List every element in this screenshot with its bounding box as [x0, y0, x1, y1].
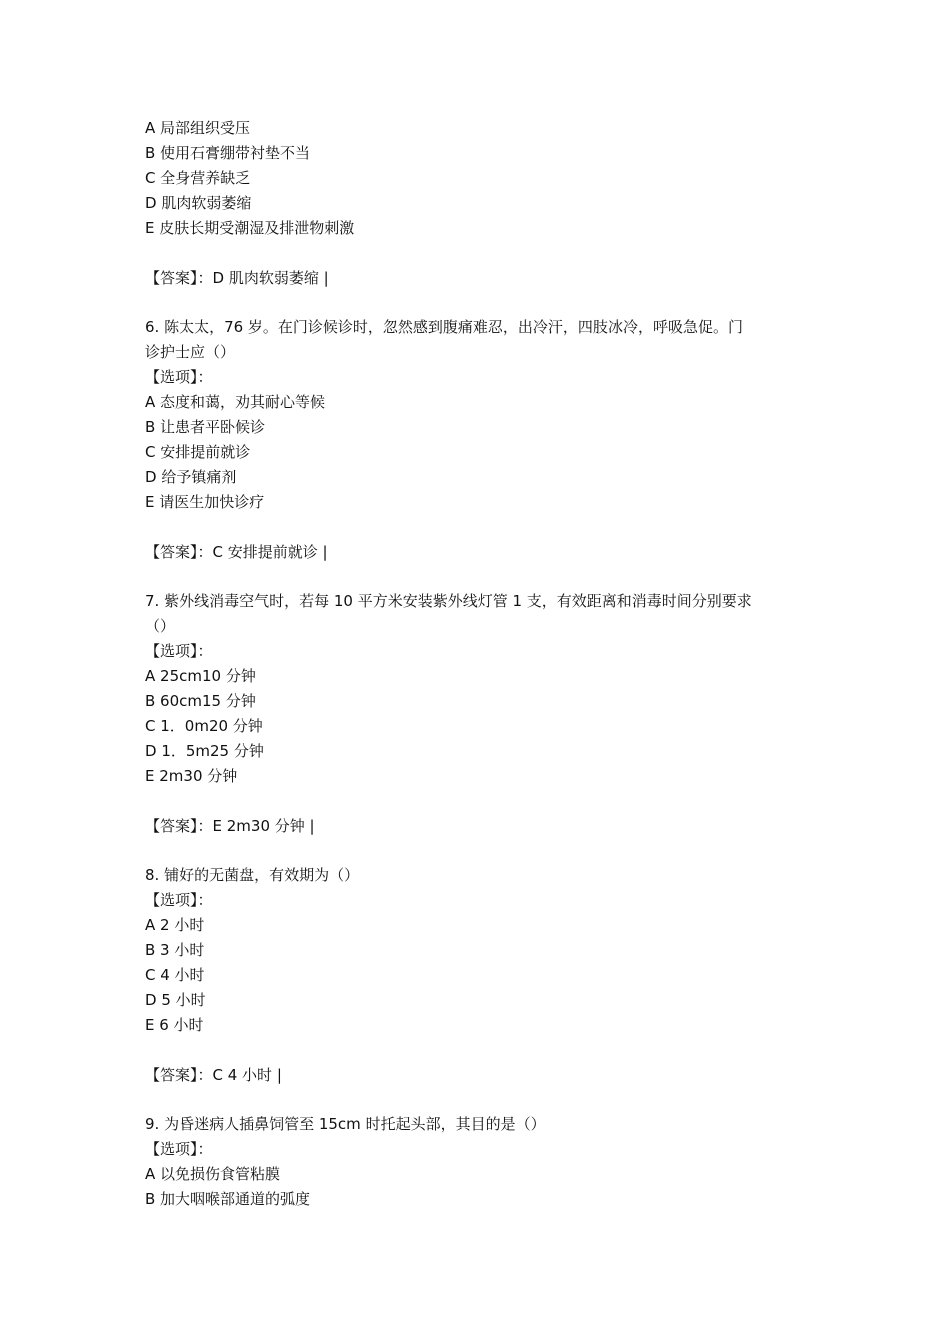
option-line: A 2 小时	[145, 916, 205, 934]
option-line: E 皮肤长期受潮湿及排泄物刺激	[145, 219, 355, 237]
option-line: B 3 小时	[145, 941, 205, 959]
option-line: B 使用石膏绷带衬垫不当	[145, 144, 311, 162]
answer-line: 【答案】：E 2m30 分钟 |	[145, 817, 315, 835]
option-line: D 肌肉软弱萎缩	[145, 194, 252, 212]
option-line: C 全身营养缺乏	[145, 169, 251, 187]
question-line: 7. 紫外线消毒空气时，若每 10 平方米安装紫外线灯管 1 支，有效距离和消毒时间分别要求	[145, 592, 752, 610]
option-line: C 4 小时	[145, 966, 205, 984]
answer-line: 【答案】：D 肌肉软弱萎缩 |	[145, 269, 329, 287]
question-line: 6. 陈太太，76 岁。在门诊候诊时，忽然感到腹痛难忍，出冷汗，四肢冰冷，呼吸急促。门	[145, 318, 743, 336]
option-line: E 6 小时	[145, 1016, 204, 1034]
question-line: 9. 为昏迷病人插鼻饲管至 15cm 时托起头部，其目的是（）	[145, 1115, 546, 1133]
option-line: B 60cm15 分钟	[145, 692, 256, 710]
option-line: C 安排提前就诊	[145, 443, 251, 461]
option-line: A 以免损伤食管粘膜	[145, 1165, 281, 1183]
answer-line: 【答案】：C 4 小时 |	[145, 1066, 282, 1084]
answer-line: 【答案】：C 安排提前就诊 |	[145, 543, 328, 561]
option-line: B 加大咽喉部通道的弧度	[145, 1190, 311, 1208]
option-line: E 2m30 分钟	[145, 767, 238, 785]
option-line: C 1．0m20 分钟	[145, 717, 263, 735]
question-line: 8. 铺好的无菌盘，有效期为（）	[145, 866, 360, 884]
option-line: B 让患者平卧候诊	[145, 418, 266, 436]
option-line: D 给予镇痛剂	[145, 468, 237, 486]
option-line: D 5 小时	[145, 991, 206, 1009]
option-line: D 1．5m25 分钟	[145, 742, 264, 760]
question-line: （）	[145, 617, 176, 635]
options-header: 【选项】：	[145, 1140, 213, 1158]
question-line: 诊护士应（）	[145, 343, 236, 361]
option-line: A 25cm10 分钟	[145, 667, 256, 685]
option-line: A 局部组织受压	[145, 119, 251, 137]
option-line: E 请医生加快诊疗	[145, 493, 265, 511]
options-header: 【选项】：	[145, 368, 213, 386]
options-header: 【选项】：	[145, 642, 213, 660]
option-line: A 态度和蔼，劝其耐心等候	[145, 393, 326, 411]
options-header: 【选项】：	[145, 891, 213, 909]
